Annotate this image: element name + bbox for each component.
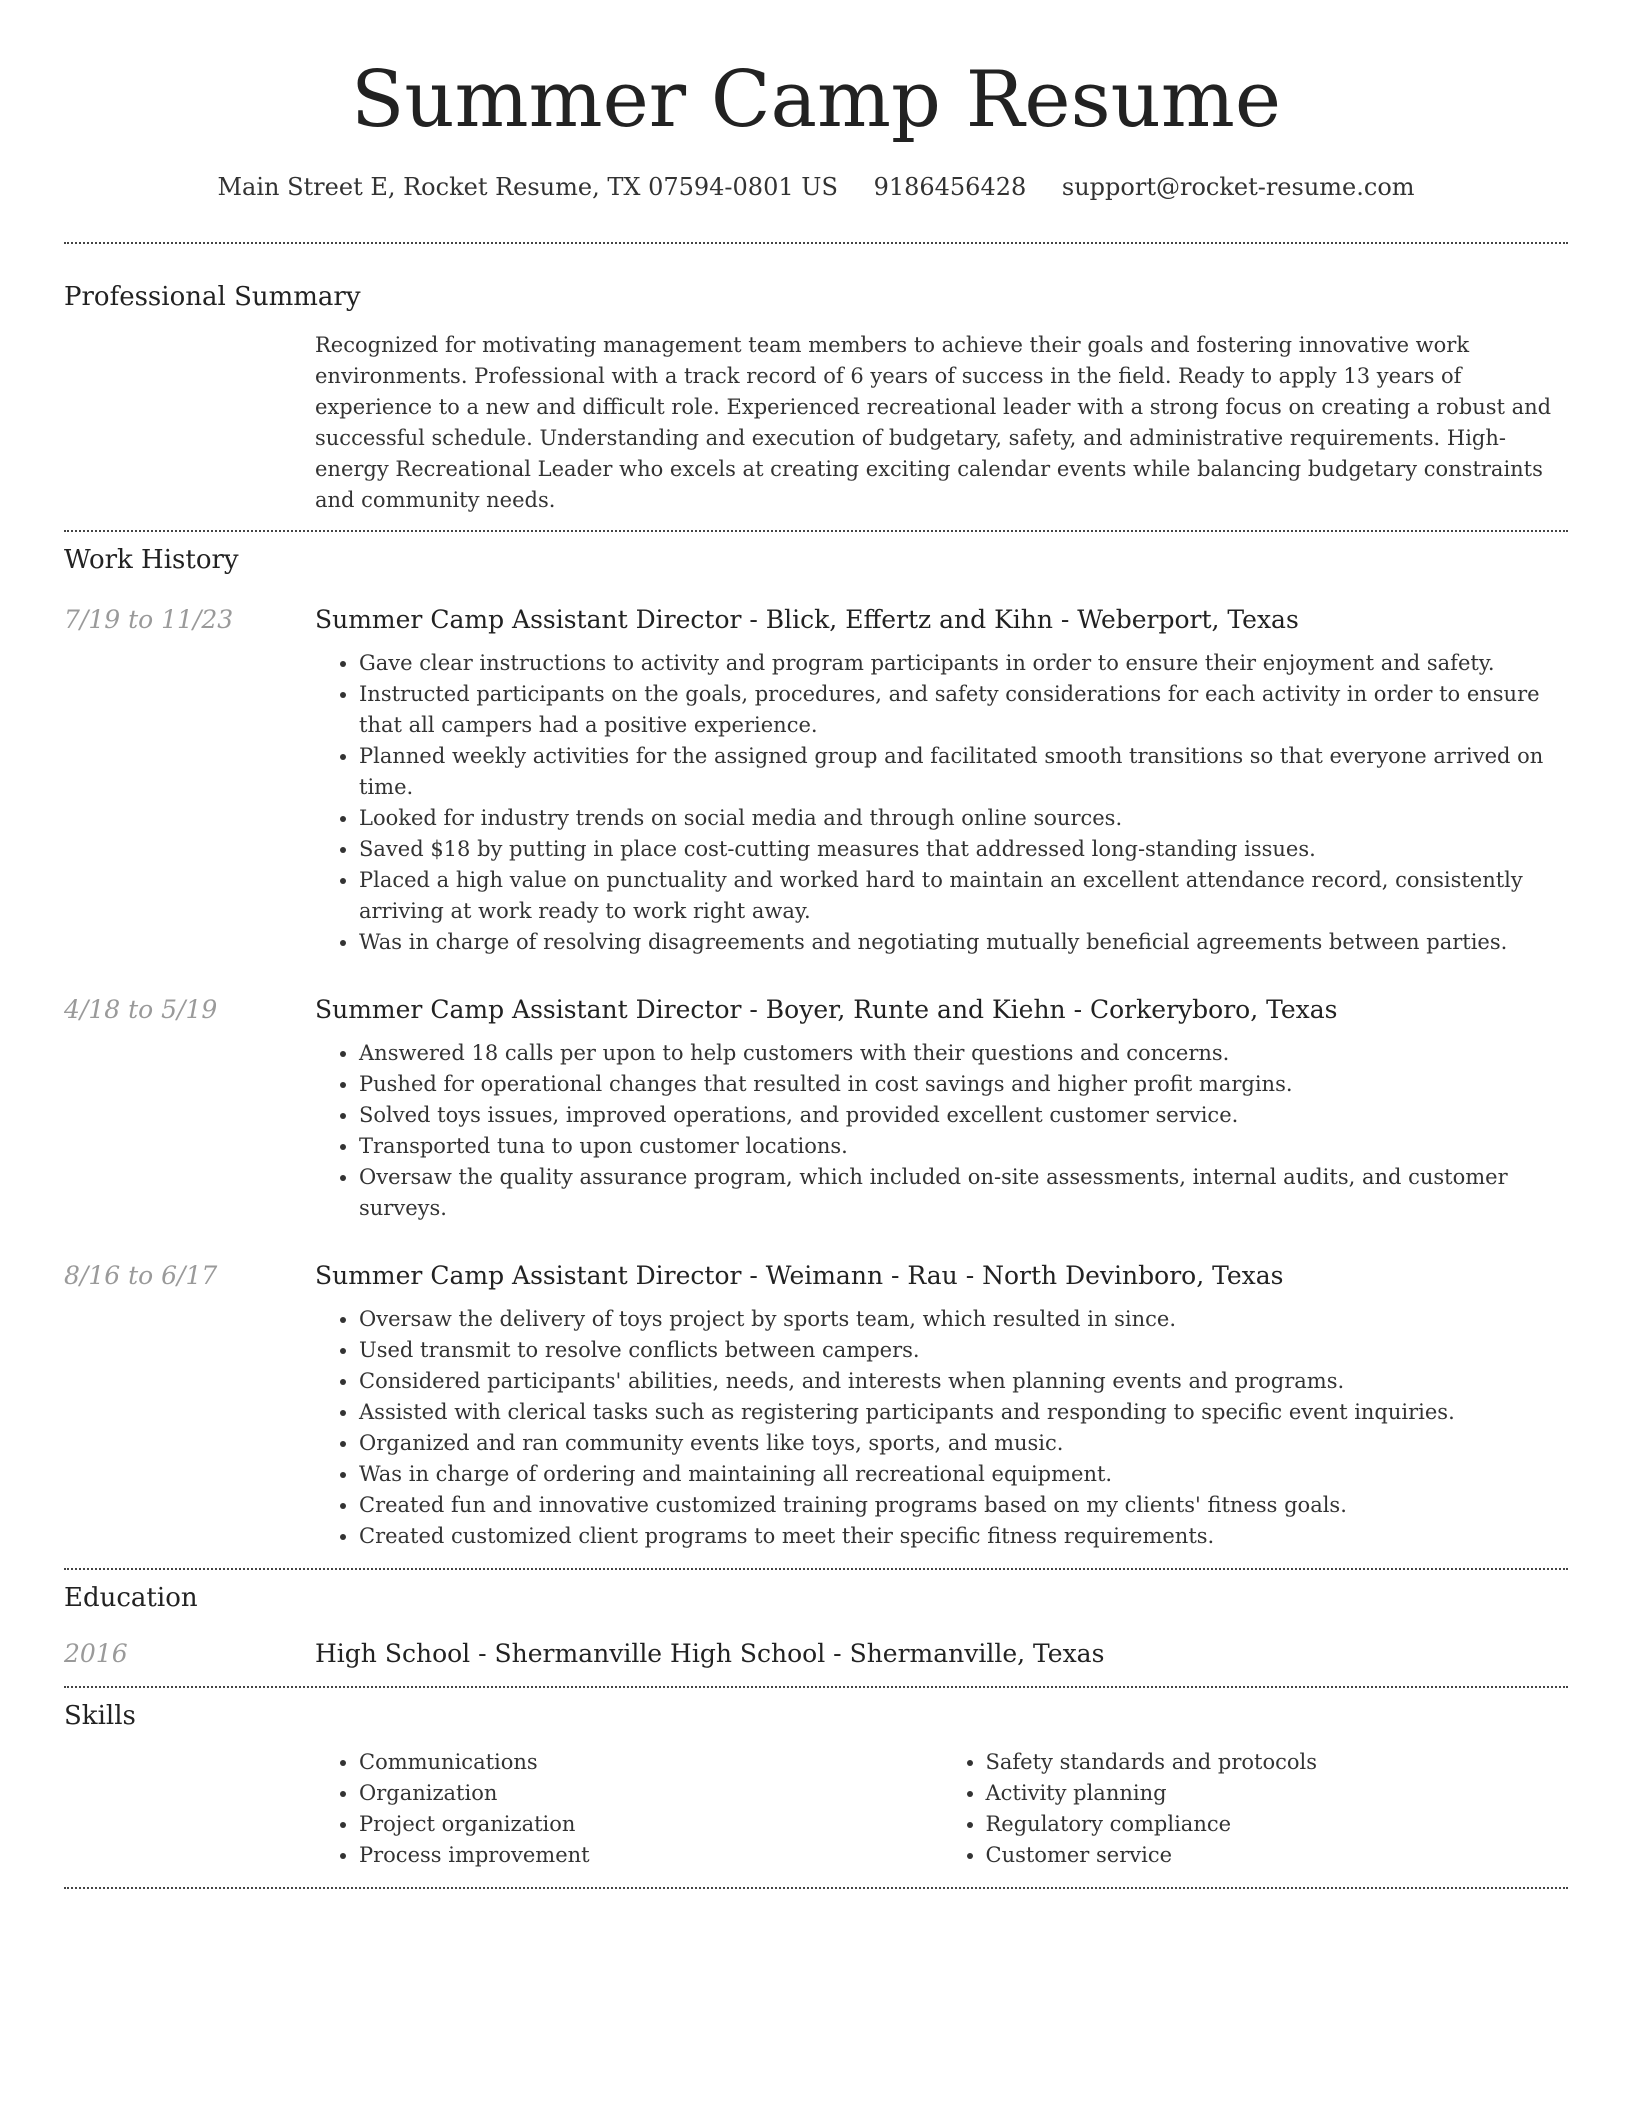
job-dates: 8/16 to 6/17 [64,1261,218,1290]
skills-row [64,1747,1568,1871]
list-item: • Was in charge of resolving disagreements and negotiating mutually beneficial agreements between parties. [359,927,1568,958]
skills-list-right [942,1747,1569,1871]
list-item: • Planned weekly activities for the assigned group and facilitated smooth transitions so that everyone arrived on time. [359,741,1568,803]
summary-text: Recognized for motivating management team members to achieve their goals and fostering innovative work environments. Professional with a track record of 6 years of success in the field. Ready to apply 13 years of experience to a new and difficult role. Experienced recreational leader with a strong focus on creating a robust and successful schedule. Understanding and execution of budgetary, safety, and administrative requirements. High-energy Recreational Leader who excels at creating exciting calendar events while balancing budgetary constraints and community needs. [315,333,1552,512]
education-heading: Education [64,1583,198,1613]
skill-item: • Regulatory compliance [986,1809,1569,1840]
list-item: • Solved toys issues, improved operations, and provided excellent customer service. [359,1100,1568,1131]
job-entry [64,994,1568,1224]
list-item: • Looked for industry trends on social media and through online sources. [359,803,1568,834]
list-item: • Saved $18 by putting in place cost-cutting measures that addressed long-standing issues. [359,834,1568,865]
job-body [315,1260,1568,1552]
job-dates: 4/18 to 5/19 [64,995,218,1024]
list-item: • Oversaw the quality assurance program, which included on-site assessments, internal audits, and customer surveys. [359,1162,1568,1224]
contact-email: support@rocket-resume.com [1061,173,1415,201]
list-item: • Answered 18 calls per upon to help customers with their questions and concerns. [359,1038,1568,1069]
skill-item: • Process improvement [359,1840,942,1871]
work-history-section [64,544,1568,1552]
list-item: • Assisted with clerical tasks such as registering participants and responding to specific event inquiries. [359,1397,1568,1428]
list-item: • Placed a high value on punctuality and worked hard to maintain an excellent attendance record, consistently arriving at work ready to work right away. [359,865,1568,927]
job-entry [64,1260,1568,1552]
work-history-heading: Work History [64,545,239,575]
contact-address: Main Street E, Rocket Resume, TX 07594-0801 US [217,173,838,201]
contact-phone: 9186456428 [873,173,1027,201]
education-year: 2016 [64,1639,128,1668]
job-title: Summer Camp Assistant Director - Weimann - Rau - North Devinboro, Texas [315,1261,1284,1290]
job-bullets [315,1038,1568,1224]
job-dates: 7/19 to 11/23 [64,605,234,634]
list-item: • Pushed for operational changes that resulted in cost savings and higher profit margins. [359,1069,1568,1100]
skill-item: • Safety standards and protocols [986,1747,1569,1778]
summary-body [315,330,1568,516]
list-item: • Oversaw the delivery of toys project by sports team, which resulted in since. [359,1304,1568,1335]
list-item: • Created fun and innovative customized training programs based on my clients' fitness goals. [359,1490,1568,1521]
job-bullets [315,648,1568,958]
job-bullets [315,1304,1568,1552]
resume-name: Summer Camp Resume [351,55,1281,145]
list-item: • Used transmit to resolve conflicts between campers. [359,1335,1568,1366]
summary-row [64,330,1568,516]
divider [64,242,1568,244]
job-body [315,604,1568,958]
education-entry [64,1638,1568,1670]
job-title: Summer Camp Assistant Director - Boyer, Runte and Kiehn - Corkeryboro, Texas [315,995,1338,1024]
education-title: High School - Shermanville High School - Shermanville, Texas [315,1639,1105,1668]
list-item: • Created customized client programs to meet their specific fitness requirements. [359,1521,1568,1552]
skill-item: • Communications [359,1747,942,1778]
job-body [315,994,1568,1224]
list-item: • Considered participants' abilities, needs, and interests when planning events and programs. [359,1366,1568,1397]
skill-item: • Customer service [986,1840,1569,1871]
summary-spacer [64,330,315,516]
skills-grid [315,1747,1568,1871]
list-item: • Was in charge of ordering and maintaining all recreational equipment. [359,1459,1568,1490]
skill-item: • Organization [359,1778,942,1809]
list-item: • Instructed participants on the goals, procedures, and safety considerations for each activity in order to ensure that all campers had a positive experience. [359,679,1568,741]
divider [64,1887,1568,1889]
skill-item: • Project organization [359,1809,942,1840]
divider [64,1568,1568,1570]
divider [64,1686,1568,1688]
contact-line [64,172,1568,202]
skill-item: • Activity planning [986,1778,1569,1809]
summary-heading: Professional Summary [64,282,361,312]
education-body [315,1638,1568,1670]
education-section [64,1582,1568,1670]
summary-section [64,281,1568,516]
list-item: • Gave clear instructions to activity and program participants in order to ensure their enjoyment and safety. [359,648,1568,679]
list-item: • Organized and ran community events like toys, sports, and music. [359,1428,1568,1459]
skills-section [64,1700,1568,1871]
divider [64,530,1568,532]
job-title: Summer Camp Assistant Director - Blick, Effertz and Kihn - Weberport, Texas [315,605,1299,634]
list-item: • Transported tuna to upon customer locations. [359,1131,1568,1162]
skills-heading: Skills [64,1701,136,1731]
skills-list-left [315,1747,942,1871]
job-entry [64,604,1568,958]
skills-spacer [64,1747,315,1871]
